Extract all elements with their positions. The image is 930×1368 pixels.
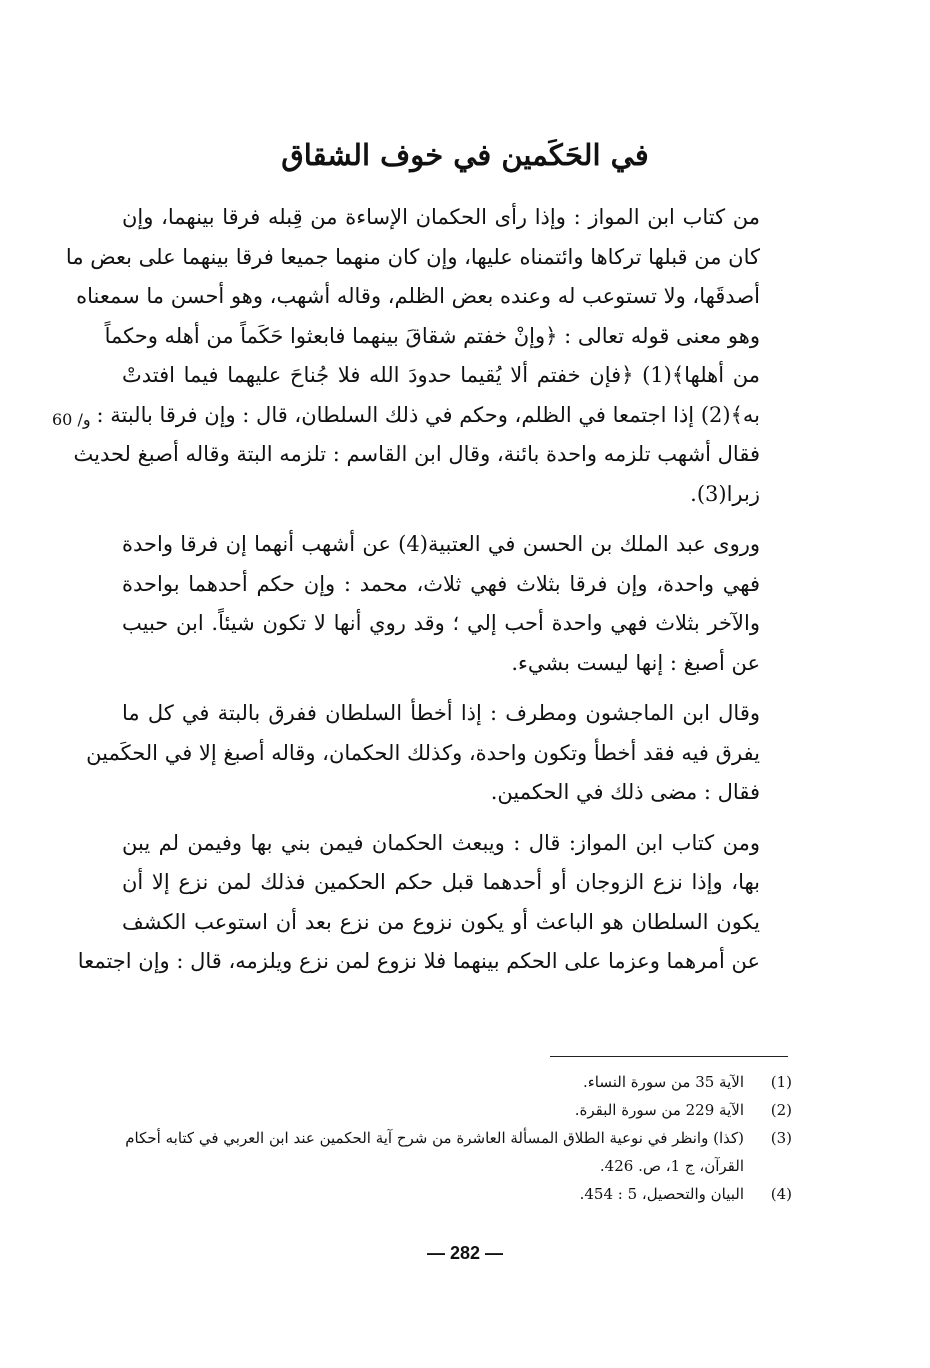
footnote-text: الآية 35 من سورة النساء. (582, 1073, 744, 1091)
footnote-number: (3) (770, 1129, 792, 1147)
text-line: والآخر بثلاث فهي واحدة أحب إلي ؛ وقد روي أنها لا تكون شيئاً. ابن حبيب (122, 611, 760, 635)
text-line: بها، وإذا نزع الزوجان أو أحدهما قبل حكم الحكمين فذلك لمن نزع إلا أن (122, 870, 760, 894)
text-line: ومن كتاب ابن المواز: قال : ويبعث الحكمان فيمن بني بها وفيمن لم يبن (122, 830, 760, 855)
text-line: أصدقَها، ولا تستوعب له وعنده بعض الظلم، وقاله أشهب، وهو أحسن ما سمعناه (76, 284, 760, 308)
margin-folio-marker: 60 /و (52, 410, 91, 429)
footnote-text: الآية 229 من سورة البقرة. (574, 1101, 744, 1119)
page-title: في الحَكَمين في خوف الشقاق (281, 138, 649, 172)
text-line: به﴾(2) إذا اجتمعا في الظلم، وحكم في ذلك السلطان، قال : وإن فرقا بالبتة : (96, 402, 760, 427)
footnotes (120, 1068, 792, 1208)
paragraph (86, 694, 790, 813)
text-line: من كتاب ابن المواز : وإذا رأى الحكمان الإساءة من قِبله فرقا بينهما، وإن (122, 205, 760, 229)
text-line: من أهلها﴾(1) ﴿فإن خفتم ألا يُقيما حدودَ الله فلا جُناحَ عليهما فيما افتدتْ (122, 363, 760, 387)
footnote (120, 1096, 792, 1124)
footnote-number: (2) (770, 1101, 792, 1119)
text-line: يفرق فيه فقد أخطأ وتكون واحدة، وكذلك الحكمان، وقاله أصبغ إلا في الحكَمين (86, 740, 760, 765)
text-line: كان من قبلها تركاها وائتمناه عليها، وإن كان منهما جميعا فرقا بينهما على بعض ما (65, 244, 760, 269)
text-line: وقال ابن الماجشون ومطرف : إذا أخطأ السلطان ففرق بالبتة في كل ما (122, 701, 760, 725)
text-line: فقال أشهب تلزمه واحدة بائنة، وقال ابن القاسم : تلزمه البتة وقاله أصبغ لحديث (73, 442, 760, 466)
footnote-text: (كذا) وانظر في نوعية الطلاق المسألة العاشرة من شرح آية الحكمين عند ابن العربي في كتابه أحكام القرآن، ج 1، ص. 426. (125, 1129, 744, 1175)
footnote (120, 1124, 792, 1180)
text-line: وهو معنى قوله تعالى : ﴿وإنْ خفتم شقاقَ بينهما فابعثوا حَكَماً من أهله وحكماً (104, 323, 760, 348)
footnote (120, 1180, 792, 1208)
footnote-number: (1) (770, 1073, 792, 1091)
text-line: عن أصبغ : إنها ليست بشيء. (511, 650, 760, 675)
text-line: فقال : مضى ذلك في الحكمين. (490, 780, 760, 804)
footnote-separator (550, 1056, 788, 1057)
footnote-text: البيان والتحصيل، 5 : 454. (579, 1185, 744, 1203)
text-line: يكون السلطان هو الباعث أو يكون نزوع من نزع بعد أن استوعب الكشف (122, 909, 760, 934)
text-line: زبرا(3). (690, 481, 760, 506)
text-line: وروى عبد الملك بن الحسن في العتبية(4) عن أشهب أنهما إن فرقا واحدة (122, 532, 760, 556)
footnote (120, 1068, 792, 1096)
footnote-number: (4) (770, 1185, 792, 1203)
page-number: — 282 — (426, 1243, 504, 1263)
paragraph (77, 824, 790, 982)
text-line: فهي واحدة، وإن فرقا بثلاث فهي ثلاث، محمد : وإن حكم أحدهما بواحدة (122, 571, 760, 596)
text-line: عن أمرهما وعزما على الحكم بينهما فلا نزوع لمن نزع ويلزمه، قال : وإن اجتمعا (77, 949, 760, 973)
paragraph (122, 525, 790, 683)
